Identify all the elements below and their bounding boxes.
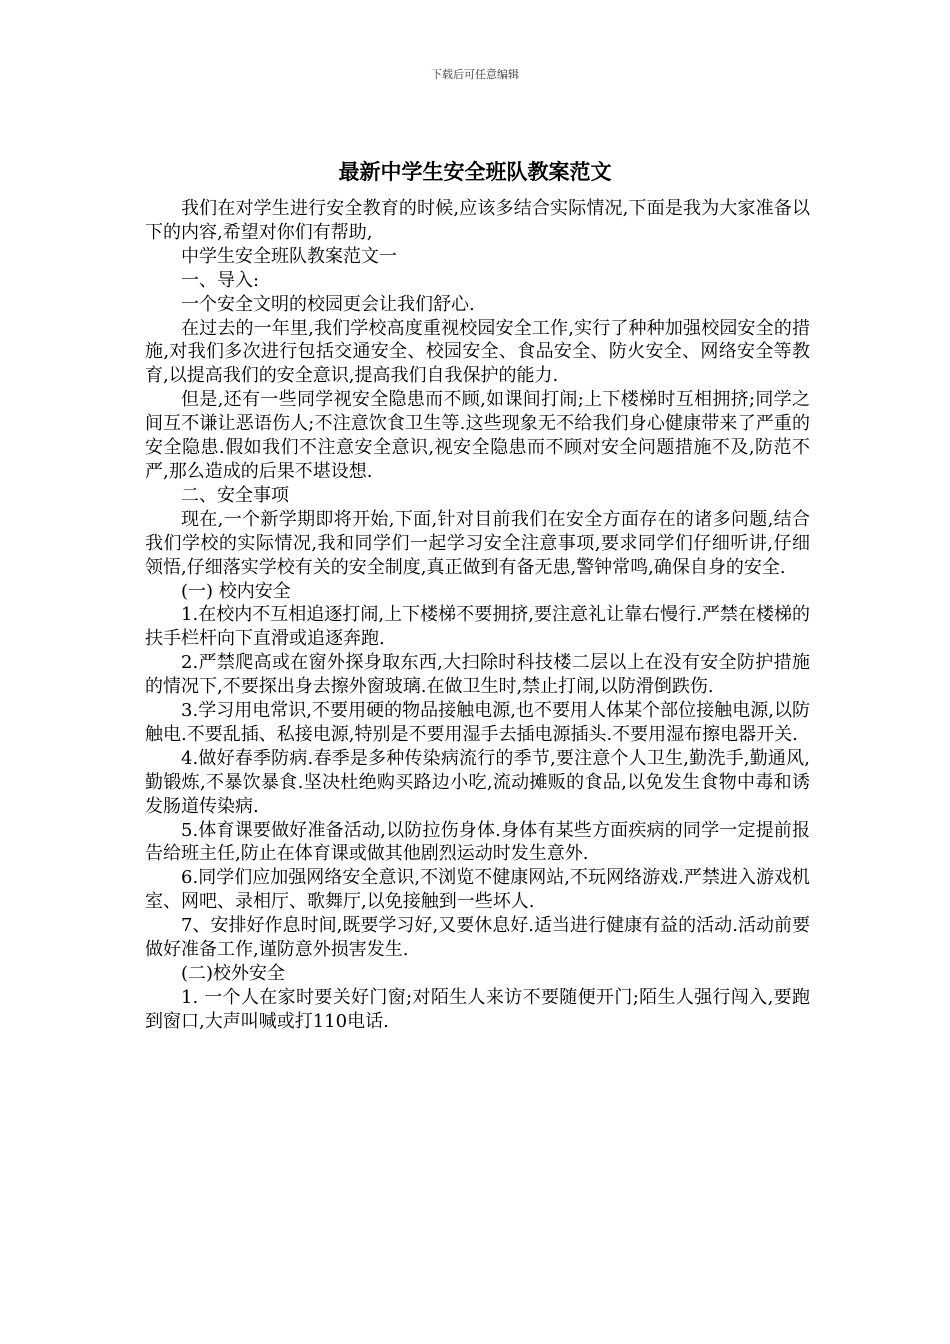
section-heading: 中学生安全班队教案范文一: [181, 245, 397, 267]
list-item: 4.做好春季防病.春季是多种传染病流行的季节,要注意个人卫生,勤洗手,勤通风,勤锻炼,不暴饮暴食.坚决杜绝购买路边小吃,流动摊贩的食品,以免发生食物中毒和诱发肠道传染病.: [145, 747, 810, 817]
list-item: 7、安排好作息时间,既要学习好,又要休息好.适当进行健康有益的活动.活动前要做好准备工作,谨防意外损害发生.: [145, 915, 810, 961]
paragraph: 现在,一个新学期即将开始,下面,针对目前我们在安全方面存在的诸多问题,结合我们学校的实际情况,我和同学们一起学习安全注意事项,要求同学们仔细听讲,仔细领悟,仔细落实学校有关的安全制度,真正做到有备无患,警钟常鸣,确保自身的安全.: [145, 508, 810, 578]
list-item: 5.体育课要做好准备活动,以防拉伤身体.身体有某些方面疾病的同学一定提前报告给班主任,防止在体育课或做其他剧烈运动时发生意外.: [145, 819, 810, 865]
paragraph: 在过去的一年里,我们学校高度重视校园安全工作,实行了种种加强校园安全的措施,对我们多次进行包括交通安全、校园安全、食品安全、防火安全、网络安全等教育,以提高我们的安全意识,提高我们自我保护的能力.: [145, 317, 810, 387]
section-heading: 一、导入:: [181, 269, 260, 291]
page-header: 下载后可任意编辑: [431, 68, 519, 81]
document-title: 最新中学生安全班队教案范文: [338, 159, 612, 184]
paragraph: 我们在对学生进行安全教育的时候,应该多结合实际情况,下面是我为大家准备以下的内容,希望对你们有帮助,: [145, 198, 810, 243]
section-heading: 二、安全事项: [181, 484, 289, 506]
section-heading: (二)校外安全: [181, 963, 286, 984]
list-item: 3.学习用电常识,不要用硬的物品接触电源,也不要用人体某个部位接触电源,以防触电.不要乱插、私接电源,特别是不要用湿手去插电源插头.不要用湿布擦电器开关.: [145, 700, 810, 745]
list-item: 2.严禁爬高或在窗外探身取东西,大扫除时科技楼二层以上在没有安全防护措施的情况下,不要探出身去擦外窗玻璃.在做卫生时,禁止打闹,以防滑倒跌伤.: [145, 652, 810, 698]
paragraph: 但是,还有一些同学视安全隐患而不顾,如课间打闹;上下楼梯时互相拥挤;同学之间互不谦让恶语伤人;不注意饮食卫生等.这些现象无不给我们身心健康带来了严重的安全隐患.假如我们不注意安全意识,视安全隐患而不顾对安全问题措施不及,防范不严,那么造成的后果不堪设想.: [145, 389, 810, 482]
list-item: 1. 一个人在家时要关好门窗;对陌生人来访不要随便开门;陌生人强行闯入,要跑到窗口,大声叫喊或打110电话.: [145, 986, 810, 1032]
list-item: 6.同学们应加强网络安全意识,不浏览不健康网站,不玩网络游戏.严禁进入游戏机室、网吧、录相厅、歌舞厅,以免接触到一些坏人.: [145, 867, 810, 913]
section-heading: (一) 校内安全: [181, 580, 291, 602]
list-item: 1.在校内不互相追逐打闹,上下楼梯不要拥挤,要注意礼让靠右慢行.严禁在楼梯的扶手栏杆向下直滑或追逐奔跑.: [145, 604, 810, 650]
paragraph: 一个安全文明的校园更会让我们舒心.: [181, 293, 475, 315]
document-body: [145, 197, 810, 1034]
